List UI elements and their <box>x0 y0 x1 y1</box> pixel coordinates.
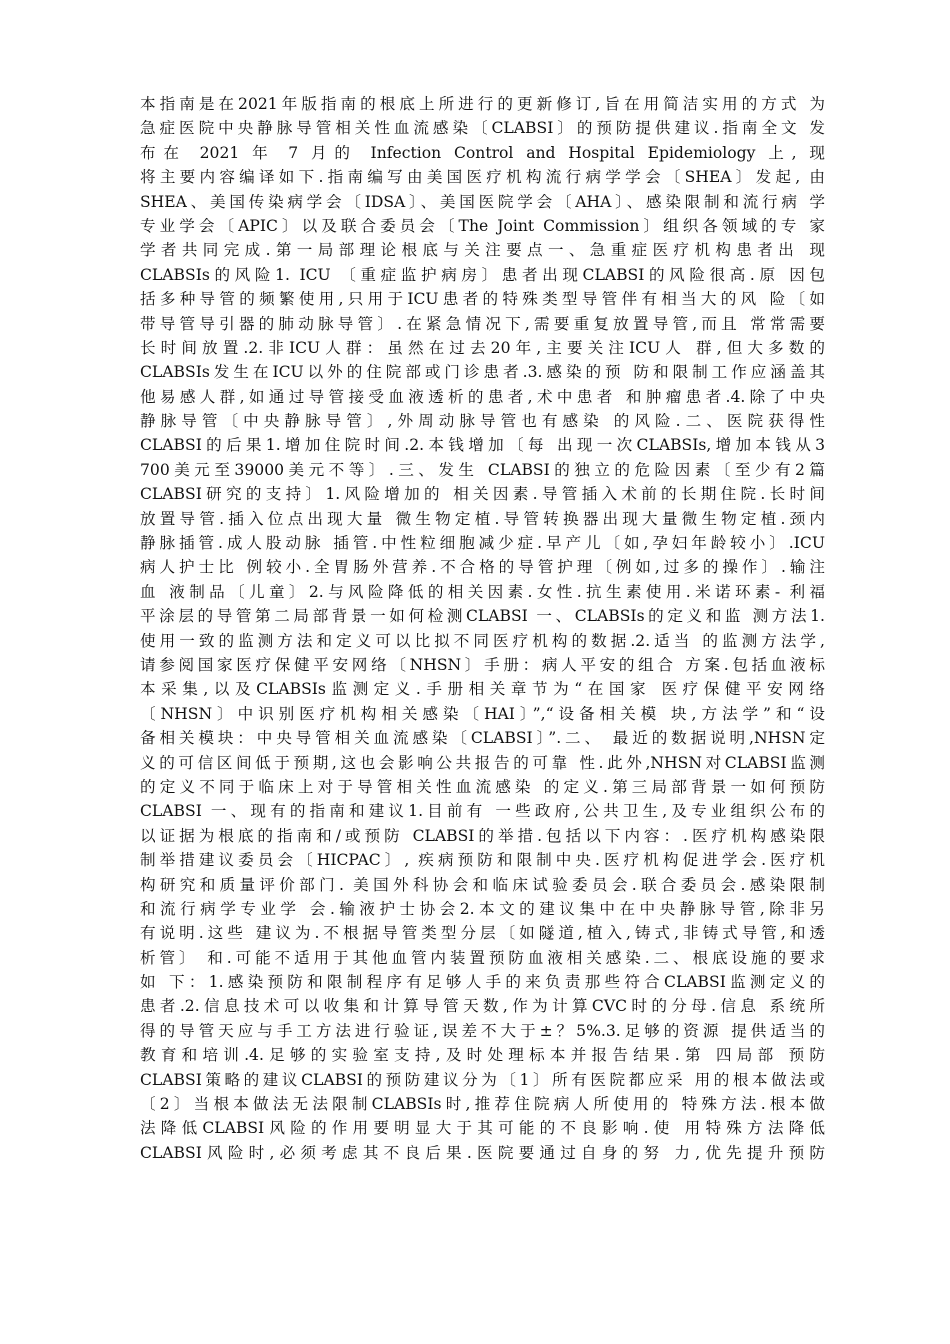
text-line: 法降低CLABSI风险的作用要明显大于其可能的不良影响.使 用特殊方法降低 <box>140 1119 825 1138</box>
text-line: 括多种导管的频繁使用,只用于ICU患者的特殊类型导管伴有相当大的风 险〔如 <box>140 290 825 309</box>
text-line: CLABSI风险时,必须考虑其不良后果.医院要通过自身的努 力,优先提升预防 <box>140 1143 825 1162</box>
text-line: 构研究和质量评价部门. 美国外科协会和临床试验委员会.联合委员会.感染限制 <box>140 875 825 894</box>
text-line: 制举措建议委员会〔HICPAC〕, 疾病预防和限制中央.医疗机构促进学会.医疗机 <box>140 851 825 870</box>
text-line: 他易感人群,如通过导管接受血液透析的患者,术中患者 和肿瘤患者.4.除了中央 <box>140 387 825 406</box>
text-line: 和流行病学专业学 会.输液护士协会2.本文的建议集中在中央静脉导管,除非另 <box>140 899 825 918</box>
text-line: 长时间放置.2.非ICU人群：虽然在过去20年,主要关注ICU人 群,但大多数的 <box>140 338 825 357</box>
text-line: 如 下：1.感染预防和限制程序有足够人手的来负责那些符合CLABSI监测定义的 <box>140 973 825 992</box>
text-line: 病人护士比 例较小.全胃肠外营养.不合格的导管护理〔例如,过多的操作〕.输注 <box>140 558 825 577</box>
text-line: 有说明.这些 建议为.不根据导管类型分层〔如隧道,植入,铸式,非铸式导管,和透 <box>140 924 825 943</box>
text-line: 〔NHSN〕中识别医疗机构相关感染〔HAI〕”,“设备相关模 块,方法学”和“设 <box>140 704 825 723</box>
text-line: 患者.2.信息技术可以收集和计算导管天数,作为计算CVC时的分母.信息 系统所 <box>140 997 825 1016</box>
text-line: 布在 2021 年 7 月的 Infection Control and Hospital Epidemiology 上, 现 <box>140 143 825 162</box>
text-line: 静脉插管.成人股动脉 插管.中性粒细胞减少症.早产儿〔如,孕妇年龄较小〕.ICU <box>140 534 825 553</box>
text-line: CLABSI研究的支持〕1.风险增加的 相关因素.导管插入术前的长期住院.长时间 <box>140 485 825 504</box>
text-line: 的定义不同于临床上对于导管相关性血流感染 的定义.第三局部背景一如何预防 <box>140 777 825 796</box>
text-line: 专业学会〔APIC〕以及联合委员会〔The Joint Commission〕组织各领域的专 家 <box>140 216 825 235</box>
text-line: 析管〕 和.可能不适用于其他血管内装置预防血液相关感染.二、根底设施的要求 <box>140 948 825 967</box>
text-line: CLABSI策略的建议CLABSI的预防建议分为〔1〕所有医院都应采 用的根本做法或 <box>140 1070 825 1089</box>
text-line: 700美元至39000美元不等〕.三、发生 CLABSI的独立的危险因素〔至少有2篇 <box>140 460 825 479</box>
text-line: 教育和培训.4.足够的实验室支持,及时处理标本并报告结果.第 四局部 预防 <box>140 1046 825 1065</box>
text-line: 〔2〕当根本做法无法限制CLABSIs时,推荐住院病人所使用的 特殊方法.根本做 <box>140 1095 825 1114</box>
text-line: 静脉导管〔中央静脉导管〕,外周动脉导管也有感染 的风险.二、医院获得性 <box>140 412 825 431</box>
text-line: 本采集,以及CLABSIs监测定义.手册相关章节为“在国家 医疗保健平安网络 <box>140 680 825 699</box>
text-line: CLABSI的后果1.增加住院时间.2.本钱增加〔每 出现一次CLABSIs,增加本钱从3 <box>140 436 825 455</box>
text-line: SHEA、美国传染病学会〔IDSA〕、美国医院学会〔AHA〕、感染限制和流行病 学 <box>140 192 825 211</box>
text-line: 使用一致的监测方法和定义可以比拟不同医疗机构的数据.2.适当 的监测方法学, <box>140 631 825 650</box>
text-line: 带导管导引器的肺动脉导管〕.在紧急情况下,需要重复放置导管,而且 常常需要 <box>140 314 825 333</box>
text-line: 请参阅国家医疗保健平安网络〔NHSN〕手册：病人平安的组合 方案.包括血液标 <box>140 655 825 674</box>
text-line: CLABSIs的风险1. ICU 〔重症监护病房〕患者出现CLABSI的风险很高.原 因包 <box>140 265 825 284</box>
text-line: 放置导管.插入位点出现大量 微生物定植.导管转换器出现大量微生物定植.颈内 <box>140 509 825 528</box>
text-line: 平涂层的导管第二局部背景一如何检测CLABSI 一、CLABSIs的定义和监 测方法1. <box>140 607 825 626</box>
text-line: 将主要内容编译如下.指南编写由美国医疗机构流行病学学会〔SHEA〕发起, 由 <box>140 168 825 187</box>
text-line: CLABSI 一、现有的指南和建议1.目前有 一些政府,公共卫生,及专业组织公布的 <box>140 802 825 821</box>
text-line: 义的可信区间低于预期,这也会影响公共报告的可靠 性.此外,NHSN对CLABSI监测 <box>140 753 825 772</box>
text-line: 以证据为根底的指南和/或预防 CLABSI的举措.包括以下内容：.医疗机构感染限 <box>140 826 825 845</box>
text-line: 学者共同完成.第一局部理论根底与关注要点一、急重症医疗机构患者出 现 <box>140 241 825 260</box>
text-line: 备相关模块：中央导管相关血流感染〔CLABSI〕”.二、 最近的数据说明,NHSN定 <box>140 729 825 748</box>
text-line: 血 液制品〔儿童〕2.与风险降低的相关因素.女性.抗生素使用.米诺环素- 利福 <box>140 582 825 601</box>
text-line: 得的导管天应与手工方法进行验证,误差不大于±？5%.3.足够的资源 提供适当的 <box>140 1021 825 1040</box>
text-line: 急症医院中央静脉导管相关性血流感染〔CLABSI〕的预防提供建议.指南全文 发 <box>140 119 825 138</box>
text-line: CLABSIs发生在ICU以外的住院部或门诊患者.3.感染的预 防和限制工作应涵盖其 <box>140 363 825 382</box>
body-text <box>140 92 825 1165</box>
text-line: 本指南是在2021年版指南的根底上所进行的更新修订,旨在用简洁实用的方式 为 <box>140 95 825 113</box>
